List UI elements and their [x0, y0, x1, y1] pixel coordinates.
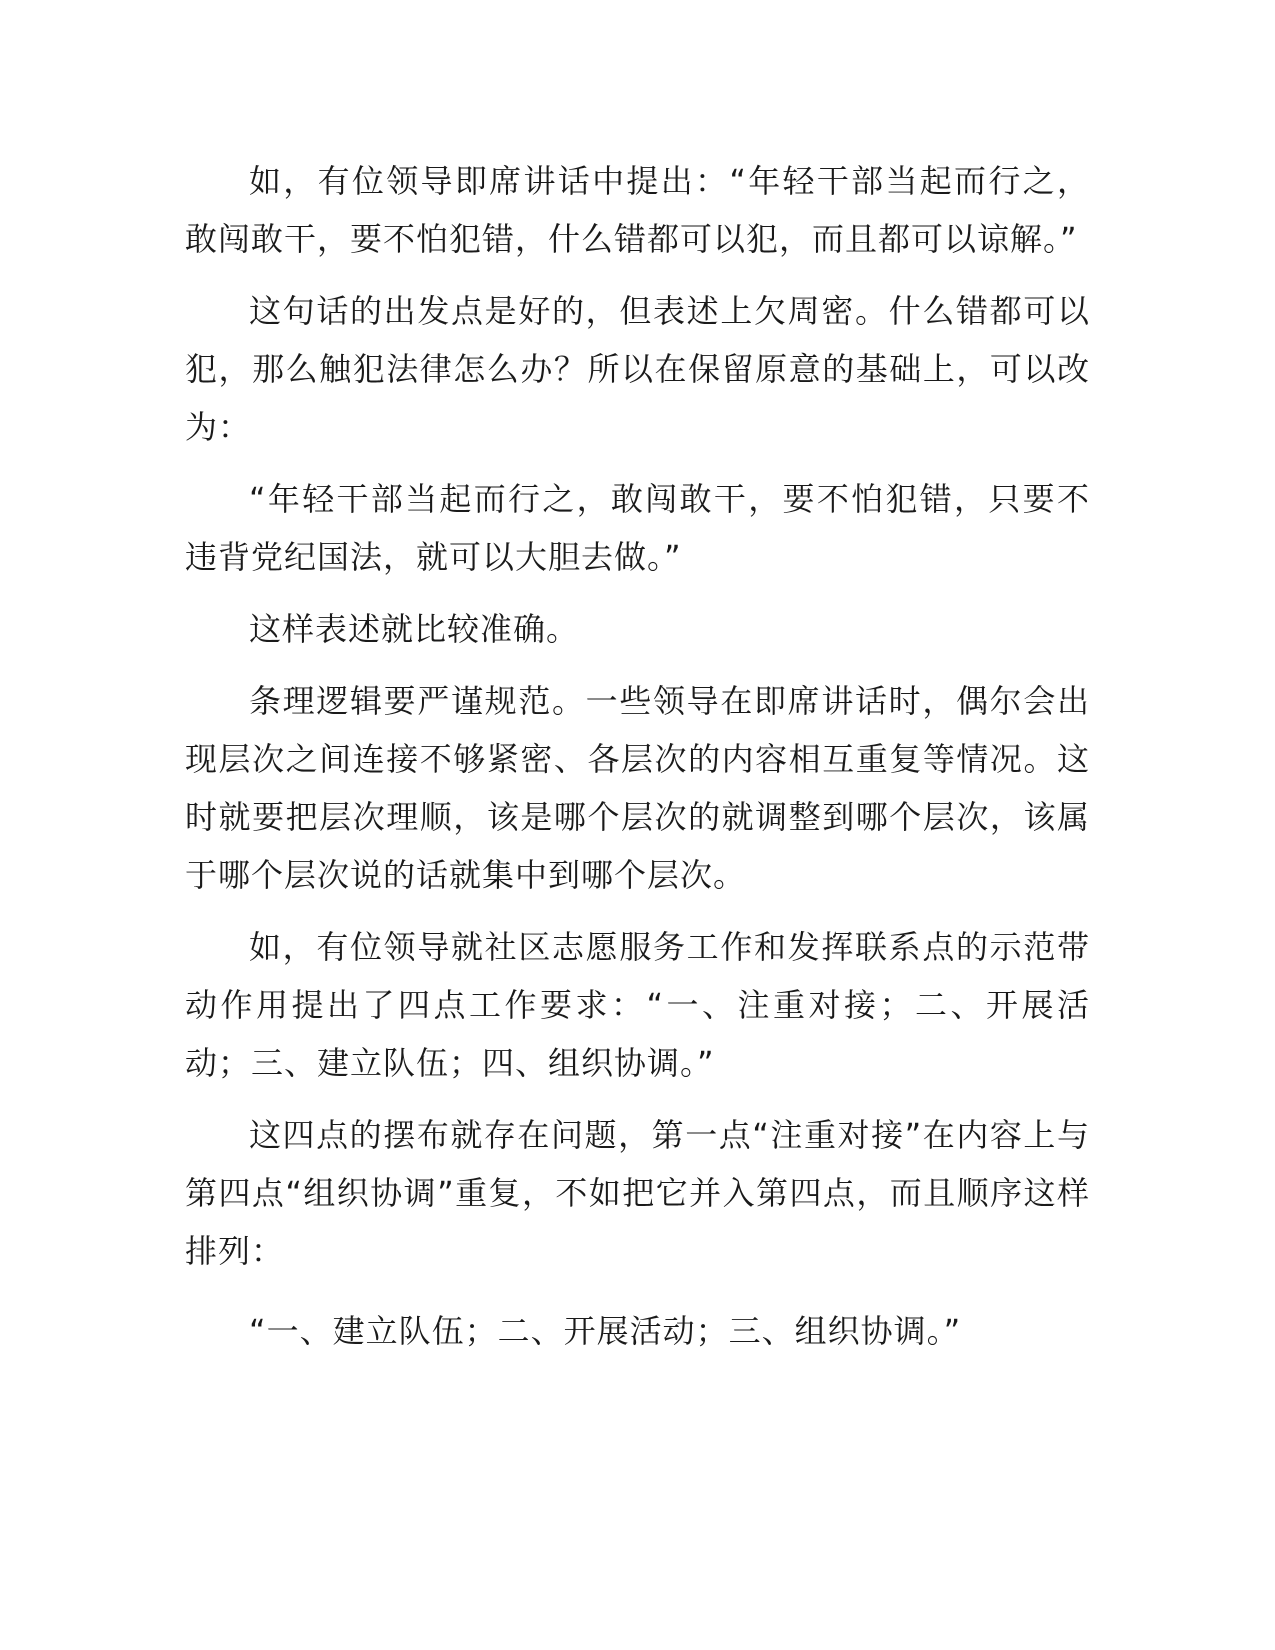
paragraph-3: “年轻干部当起而行之，敢闯敢干，要不怕犯错，只要不违背党纪国法，就可以大胆去做。”: [185, 480, 1090, 576]
paragraph-4: 这样表述就比较准确。: [249, 610, 580, 648]
document-body: [185, 152, 1090, 1374]
paragraph-6: 如，有位领导就社区志愿服务工作和发挥联系点的示范带动作用提出了四点工作要求：“一、注重对接；二、开展活动；三、建立队伍；四、组织协调。”: [185, 928, 1090, 1082]
paragraph-8: “一、建立队伍；二、开展活动；三、组织协调。”: [249, 1312, 962, 1350]
paragraph-2: 这句话的出发点是好的，但表述上欠周密。什么错都可以犯，那么触犯法律怎么办？所以在保留原意的基础上，可以改为：: [185, 292, 1090, 446]
paragraph-1: 如，有位领导即席讲话中提出：“年轻干部当起而行之，敢闯敢干，要不怕犯错，什么错都可以犯，而且都可以谅解。”: [185, 162, 1090, 258]
paragraph-5: 条理逻辑要严谨规范。一些领导在即席讲话时，偶尔会出现层次之间连接不够紧密、各层次的内容相互重复等情况。这时就要把层次理顺，该是哪个层次的就调整到哪个层次，该属于哪个层次说的话就集中到哪个层次。: [185, 682, 1090, 894]
paragraph-7: 这四点的摆布就存在问题，第一点“注重对接”在内容上与第四点“组织协调”重复，不如把它并入第四点，而且顺序这样排列：: [185, 1116, 1090, 1270]
